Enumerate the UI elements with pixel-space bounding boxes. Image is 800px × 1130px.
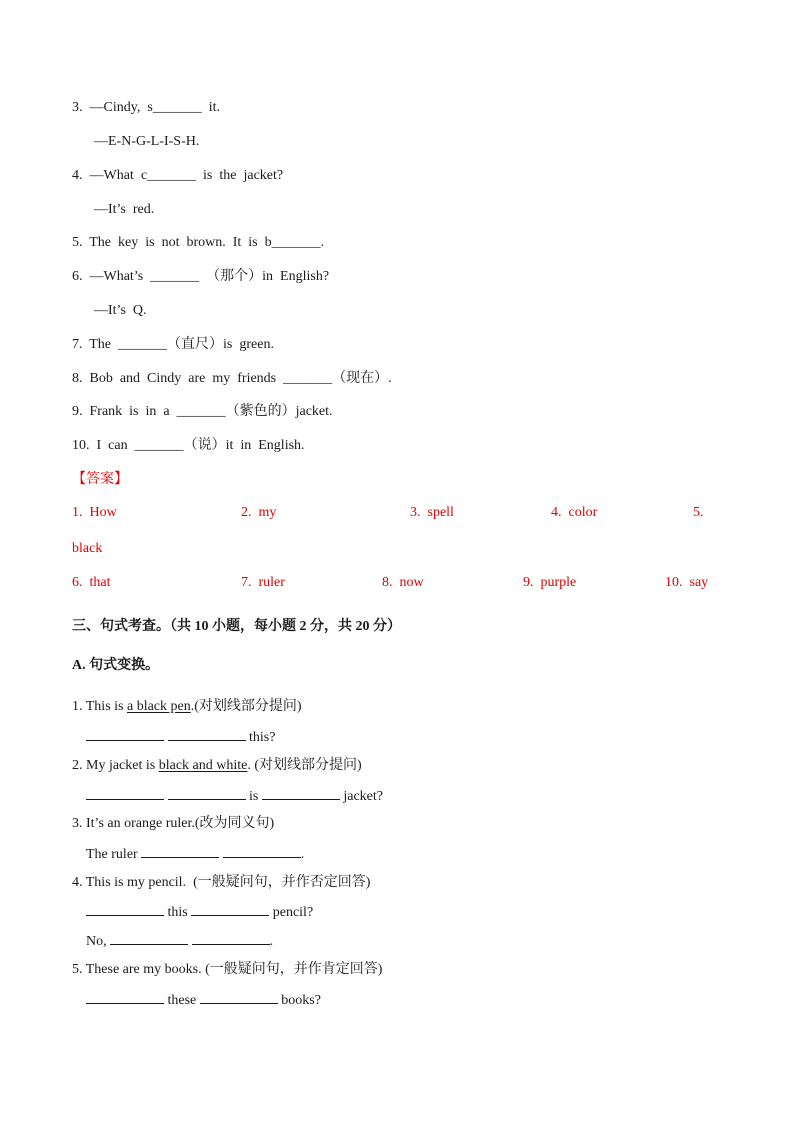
answer-6: 6. that <box>72 575 111 590</box>
question-text: —What c_______ is the jacket? <box>89 168 284 183</box>
question-4 <box>72 167 283 185</box>
answer-text: is <box>249 789 259 804</box>
answer-4: 4. color <box>551 505 598 520</box>
transform-question-5: 5. These are my books. (一般疑问句，并作肯定回答) <box>72 962 383 977</box>
answer-blank[interactable] <box>223 845 301 858</box>
transform-question-4: 4. This is my pencil. (一般疑问句，并作否定回答) <box>72 875 371 890</box>
question-text: —What’s _______ （那个）in English? <box>89 269 330 284</box>
section-title: 三、句式考查。（共 10 小题，每小题 2 分，共 20 分） <box>72 619 401 634</box>
answer-text: The ruler <box>86 847 138 862</box>
question-10 <box>72 437 305 455</box>
answer-8: 8. now <box>382 575 424 590</box>
answer-3: 3. spell <box>410 505 454 520</box>
answer-1: 1. How <box>72 505 117 520</box>
answer-row-1 <box>86 728 275 747</box>
answer-text: books? <box>281 993 321 1008</box>
question-number: 8. <box>72 371 83 386</box>
answer-text: No, <box>86 934 107 949</box>
answer-row-2 <box>86 787 383 806</box>
answer-text: . <box>269 934 274 949</box>
answer-text: pencil? <box>272 905 314 920</box>
question-text: Bob and Cindy are my friends _______（现在）. <box>89 371 392 386</box>
transform-question-3: 3. It’s an orange ruler.(改为同义句) <box>72 816 275 831</box>
question-instruction: . (对划线部分提问) <box>247 758 362 773</box>
question-5 <box>72 234 324 252</box>
question-text: The key is not brown. It is b_______. <box>89 235 325 250</box>
question-text: 1. This is <box>72 699 127 714</box>
section-subtitle: A. 句式变换。 <box>72 658 160 673</box>
answer-2: 2. my <box>241 505 277 520</box>
question-text: 2. My jacket is <box>72 758 159 773</box>
answer-blank[interactable] <box>86 787 164 800</box>
reply-row-4 <box>86 932 273 951</box>
answer-line-4: —It’s red. <box>94 202 155 217</box>
answer-text: jacket? <box>343 789 383 804</box>
answer-blank[interactable] <box>192 932 270 945</box>
question-number: 5. <box>72 235 83 250</box>
question-number: 4. <box>72 168 83 183</box>
answer-row-3 <box>86 845 304 864</box>
answer-line-3: —E-N-G-L-I-S-H. <box>94 134 200 149</box>
question-text: —Cindy, s_______ it. <box>89 100 221 115</box>
question-instruction: .(对划线部分提问) <box>190 699 302 714</box>
question-text: I can _______（说）it in English. <box>96 438 305 453</box>
answer-blank[interactable] <box>168 787 246 800</box>
answer-blank[interactable] <box>86 728 164 741</box>
answer-line-6: —It’s Q. <box>94 303 147 318</box>
question-number: 6. <box>72 269 83 284</box>
question-6 <box>72 268 329 286</box>
answer-5-number: 5. <box>693 505 704 520</box>
question-number: 7. <box>72 337 83 352</box>
answer-blank[interactable] <box>200 991 278 1004</box>
underlined-phrase: black and white <box>158 758 248 773</box>
question-number: 10. <box>72 438 90 453</box>
answer-row-5 <box>86 991 321 1010</box>
question-text: Frank is in a _______（紫色的）jacket. <box>89 404 333 419</box>
answer-blank[interactable] <box>86 903 164 916</box>
answer-text: . <box>300 847 305 862</box>
answer-9: 9. purple <box>523 575 577 590</box>
answer-text: these <box>167 993 197 1008</box>
answer-blank[interactable] <box>86 991 164 1004</box>
answer-blank[interactable] <box>141 845 219 858</box>
answer-blank[interactable] <box>168 728 246 741</box>
question-number: 3. <box>72 100 83 115</box>
question-8 <box>72 370 392 388</box>
question-3 <box>72 99 220 117</box>
question-number: 9. <box>72 404 83 419</box>
question-text: The _______（直尺）is green. <box>89 337 274 352</box>
answer-blank[interactable] <box>191 903 269 916</box>
question-9 <box>72 403 333 421</box>
transform-question-1 <box>72 698 302 716</box>
answer-blank[interactable] <box>110 932 188 945</box>
answer-heading: 【答案】 <box>72 472 128 487</box>
answer-5-word: black <box>72 541 103 556</box>
answer-blank[interactable] <box>262 787 340 800</box>
underlined-phrase: a black pen <box>126 699 191 714</box>
answer-row-4 <box>86 903 313 922</box>
answer-7: 7. ruler <box>241 575 285 590</box>
answer-text: this <box>167 905 188 920</box>
transform-question-2 <box>72 757 362 775</box>
question-7 <box>72 336 274 354</box>
answer-10: 10. say <box>665 575 709 590</box>
answer-text: this? <box>249 730 276 745</box>
